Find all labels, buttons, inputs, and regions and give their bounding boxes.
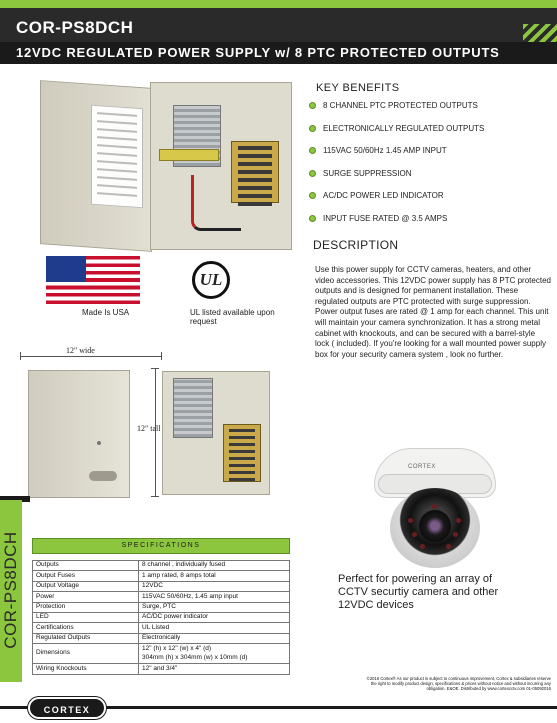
spec-value-line: 12" (h) x 12" (w) x 4" (d) [142,645,212,653]
bullet-icon [309,192,316,199]
header-hatch-decoration [523,24,557,42]
dome-camera-photo [368,438,502,572]
ul-listed-caption: UL listed available upon request [190,308,275,326]
product-photo-interior [162,371,270,495]
dimension-width-line [20,356,162,357]
dimension-width-label: 12" wide [66,346,95,355]
spec-value: 8 channel , individually fused [139,561,290,571]
ir-led-icon [420,544,425,549]
spec-value-line: 304mm (h) x 304mm (w) x 10mm (d) [142,653,248,661]
product-photo-open [40,82,292,250]
ir-led-icon [456,518,461,523]
sidebar-model-label: COR-PS8DCH [1,531,20,649]
bullet-icon [309,170,316,177]
spec-key: Protection [33,602,139,612]
spec-key: Wiring Knockouts [33,664,139,674]
specifications-table [32,560,290,675]
wiring [191,175,241,231]
list-item [308,145,548,168]
spec-value: AC/DC power indicator [139,612,290,622]
fuse-board [223,424,261,482]
key-benefit-text: AC/DC POWER LED INDICATOR [323,191,444,200]
spec-key: LED [33,612,139,622]
spec-value [139,644,290,664]
header-accent-stripe [0,0,557,8]
door-label-sheet [91,105,143,209]
ir-led-icon [453,532,458,537]
list-item [308,213,548,236]
key-benefit-text: ELECTRONICALLY REGULATED OUTPUTS [323,123,485,133]
dimension-width-cap-right [161,352,162,360]
table-row [33,623,290,633]
description-text: Use this power supply for CCTV cameras, heaters, and other video accessories. This 12VDC power supply has 8 PTC protected outputs and is designed for permanent installation. These regulated outputs are PTC protected with surge suppression. Power output fuses are rated @ 1 amp for each channel. This unit will maintain your camera synchronization. It has a strong metal cabinet with knockouts, and can be secured with a barrel-style lock ( included). If you're looking for a wall mounted power supply box for your security camera system , look no further. [315,265,551,359]
product-photo-closed [28,370,130,498]
spec-value: 12VDC [139,581,290,591]
product-model-title: COR-PS8DCH [16,18,134,37]
table-row [33,644,290,664]
camera-brand-logo: CORTEX [408,464,436,470]
ir-led-icon [432,504,437,509]
enclosure-logo-plate [89,471,117,481]
spec-key: Output Fuses [33,571,139,581]
spec-key: Certifications [33,623,139,633]
table-row [33,581,290,591]
bullet-icon [309,215,316,222]
key-benefits-title: KEY BENEFITS [316,82,400,94]
dimension-height-label: 12" tall [137,424,161,433]
spec-key: Outputs [33,561,139,571]
table-row [33,633,290,643]
table-row [33,592,290,602]
ir-led-icon [446,544,451,549]
dimension-height-cap-bottom [151,496,159,497]
list-item [308,168,548,191]
list-item [308,100,548,123]
camera-lens [419,510,451,542]
specifications-title: SPECIFICATIONS [32,538,290,554]
ul-logo-icon: UL [192,261,230,299]
spec-value: 115VAC 50/60Hz, 1.45 amp input [139,592,290,602]
table-row [33,612,290,622]
key-benefit-text: 8 CHANNEL PTC PROTECTED OUTPUTS [323,101,478,110]
key-benefit-text: INPUT FUSE RATED @ 3.5 AMPS [323,213,448,223]
ir-led-icon [412,532,417,537]
usa-flag-icon [46,256,140,304]
spec-key: Regulated Outputs [33,633,139,643]
enclosure-door [40,80,152,252]
bullet-icon [309,102,316,109]
spec-value: 12" and 3/4" [139,664,290,674]
dimension-height-cap-top [151,368,159,369]
spec-value: Surge, PTC [139,602,290,612]
list-item [308,123,548,146]
cortex-logo: CORTEX [28,697,106,719]
product-subtitle: 12VDC REGULATED POWER SUPPLY w/ 8 PTC PROTECTED OUTPUTS [16,45,500,60]
barrel-lock-icon [97,441,101,445]
table-row [33,561,290,571]
bullet-icon [309,147,316,154]
enclosure-body [150,82,292,250]
power-supply-module [173,378,213,438]
key-benefit-text: SURGE SUPPRESSION [323,168,412,178]
terminal-strip [159,149,219,161]
ir-led-icon [408,518,413,523]
spec-key: Output Voltage [33,581,139,591]
bullet-icon [309,125,316,132]
camera-caption: Perfect for powering an array of CCTV securtiy camera and other 12VDC devices [338,573,499,611]
table-row [33,571,290,581]
key-benefits-list [308,100,548,235]
table-row [33,664,290,674]
list-item [308,190,548,213]
key-benefit-text: 115VAC 50/60Hz 1.45 AMP INPUT [323,146,447,155]
description-title: DESCRIPTION [313,238,399,252]
spec-value: 1 amp rated, 8 amps total [139,571,290,581]
flag-canton [46,256,86,282]
dimension-width-cap-left [20,352,21,360]
spec-key: Dimensions [33,644,139,664]
table-row [33,602,290,612]
spec-key: Power [33,592,139,602]
spec-value: UL Listed [139,623,290,633]
spec-value: Electronically [139,633,290,643]
made-in-usa-caption: Made Is USA [82,308,130,317]
footer-legal-text: ©2016 Cortex® As our product is subject to continuous improvement, Cortex & subsidiaries reserve the right to modify product design, specifications & prices without notice and without incurring any obligation. E&OE. Distributed by www.cortexcctv.com 01-05092016 [366,676,551,691]
